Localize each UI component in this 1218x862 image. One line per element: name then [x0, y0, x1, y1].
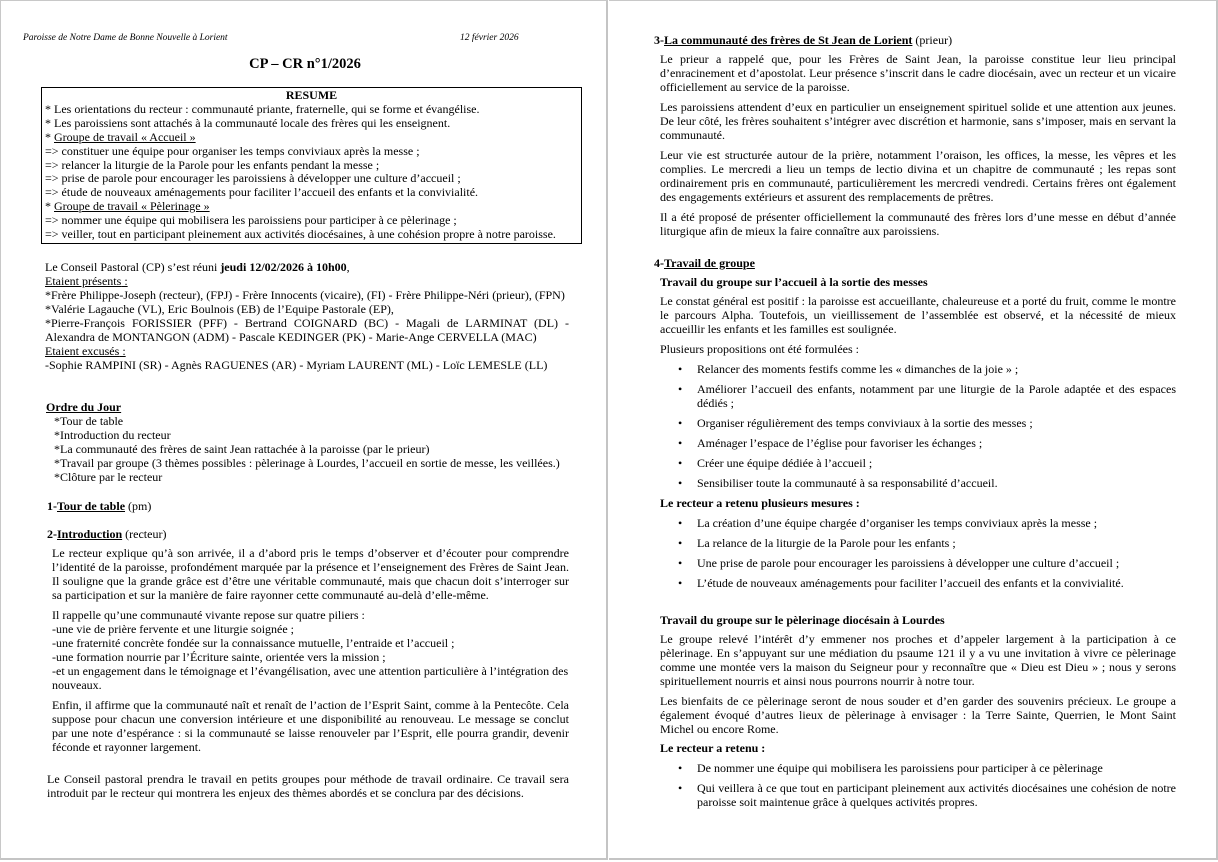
resume-line: => nommer une équipe qui mobilisera les paroissiens pour participer à ce pèlerinage ;	[45, 213, 457, 228]
agenda-section	[46, 400, 586, 484]
header-parish-name: Paroisse de Notre Dame de Bonne Nouvelle à Lorient	[23, 33, 228, 43]
paragraph: Le groupe relevé l’intérêt d’y emmener nos proches et d’appeler largement à la participation à ce pèlerinage. En s’appuyant sur une médiation du psaume 121 il y a vu une invitation à vivre ce pèlerinage comme une montée vers la maison du Seigneur pour y reconnaître que « Dieu est Dieu » ; nous y serons spirituellement nourris et ainsi nous pourrons nourrir à notre tour.	[660, 632, 1176, 688]
agenda-item: *La communauté des frères de saint Jean rattachée à la paroisse (par le prieur)	[54, 442, 430, 456]
section-3-body	[660, 52, 1176, 238]
paragraph: Il a été proposé de présenter officiellement la communauté des frères lors d’une messe en début d’année liturgique afin de mieux la faire connaître aux paroissiens.	[660, 210, 1176, 238]
measure-item: • La création d’une équipe chargée d’organiser les temps conviviaux après la messe ;	[660, 516, 1176, 530]
conclusion-paragraph: Enfin, il affirme que la communauté naît et renaît de l’action de l’Esprit Saint, comme à la Pentecôte. Cela suppose pour chacun une conversion intérieure et une disponibilité au renouveau. Le message se conclut par une note d’espérance : si la communauté se laisse renouveler par l’Esprit, elle pourra grandir, devenir féconde et rayonner largement.	[52, 698, 569, 754]
section-2-body	[52, 546, 569, 754]
proposals-intro: Plusieurs propositions ont été formulées :	[660, 342, 859, 356]
group-accueil-paragraph: Le constat général est positif : la paroisse est accueillante, chaleureuse et a porté du fruit, comme le montre le parcours Alpha. Toutefois, un vieillissement de l’assemblée est observé, et la nécessité de mieux accueillir les enfants et les familles est soulignée.	[660, 294, 1176, 336]
pillar-item: -une formation nourrie par l’Écriture sainte, orientée vers la mission ;	[52, 650, 386, 664]
resume-title: RESUME	[285, 88, 338, 102]
group-pelerinage-title: Travail du groupe sur le pèlerinage diocésain à Lourdes	[660, 613, 945, 627]
group-accueil-title: Travail du groupe sur l’accueil à la sortie des messes	[660, 275, 928, 289]
present-label: Etaient présents :	[45, 274, 128, 288]
decisions-title: Le recteur a retenu :	[660, 741, 766, 755]
document-page-left	[0, 0, 608, 860]
group-accueil	[660, 275, 1176, 596]
resume-line: * Les orientations du recteur : communauté priante, fraternelle, qui se forme et évangélise.	[45, 101, 480, 116]
proposal-item: • Créer une équipe dédiée à l’accueil ;	[660, 456, 1176, 470]
proposal-item: • Organiser régulièrement des temps conviviaux à la sortie des messes ;	[660, 416, 1176, 430]
resume-line: => constituer une équipe pour organiser les temps conviviaux après la messe ;	[45, 143, 420, 158]
document-title: CP – CR n°1/2026	[249, 56, 361, 72]
pillar-item: -une fraternité concrète fondée sur la connaissance mutuelle, l’entraide et l’accueil ;	[52, 636, 455, 650]
measures-list	[660, 516, 1176, 590]
excused-label: Etaient excusés :	[45, 344, 126, 358]
resume-line: => prise de parole pour encourager les paroissiens à développer une culture d’accueil ;	[45, 171, 461, 186]
attendance-section	[45, 260, 569, 372]
resume-box	[41, 87, 582, 244]
paragraph: Leur vie est structurée autour de la prière, notamment l’oraison, les offices, la messe, les vêpres et les complies. Le mercredi a lieu un temps de lectio divina et un chapitre de communauté ; les repas sont ordinairement pris en communauté, particulièrement les mercredi vendredi. Certains frères ont également des engagements extérieurs et assurent des remplacements de prêtres.	[660, 148, 1176, 204]
meeting-intro: Le Conseil Pastoral (CP) s’est réuni jeudi 12/02/2026 à 10h00,	[45, 260, 350, 274]
present-line: *Pierre-François FORISSIER (PFF) - Bertrand COIGNARD (BC) - Magali de LARMINAT (DL) - Alexandra de MONTANGON (ADM) - Pascale KEDINGER (PK) - Marie-Ange CERVELLA (MAC)	[45, 316, 569, 344]
proposal-item: • Aménager l’espace de l’église pour favoriser les échanges ;	[660, 436, 1176, 450]
proposals-list	[660, 362, 1176, 490]
decision-item: • Qui veillera à ce que tout en participant pleinement aux activités diocésaines une cohésion de notre paroisse soit maintenue grâce à quelques activités propres.	[660, 781, 1176, 809]
paragraph: Les paroissiens attendent d’eux en particulier un enseignement spirituel solide et une attention aux jeunes. De leur côté, les frères souhaitent s’intégrer avec discrétion et harmonie, sans s’imposer, mais en servant la communauté.	[660, 100, 1176, 142]
section-2-heading: 2-Introduction (recteur)	[47, 527, 167, 541]
measure-item: • Une prise de parole pour encourager les paroissiens à développer une culture d’accueil ;	[660, 556, 1176, 570]
excused-line: -Sophie RAMPINI (SR) - Agnès RAGUENES (AR) - Myriam LAURENT (ML) - Loïc LEMESLE (LL)	[45, 358, 548, 372]
present-line: *Frère Philippe-Joseph (recteur), (FPJ) - Frère Innocents (vicaire), (FI) - Frère Philippe-Néri (prieur), (FPN)	[45, 288, 565, 302]
header-date: 12 février 2026	[460, 33, 519, 43]
paragraph: Les bienfaits de ce pèlerinage seront de nous souder et d’en garder des souvenirs précieux. Le groupe a également évoqué d’autres lieux de pèlerinage à envisager : la Terre Sainte, Querrien, le Mont Saint Michel ou encore Rome.	[660, 694, 1176, 736]
pillar-item: -une vie de prière fervente et une liturgie soignée ;	[52, 622, 295, 636]
pillars-intro: Il rappelle qu’une communauté vivante repose sur quatre piliers :	[52, 608, 365, 622]
resume-line: * Groupe de travail « Pèlerinage »	[45, 199, 210, 214]
resume-line: => relancer la liturgie de la Parole pour les enfants pendant la messe ;	[45, 157, 380, 172]
agenda-title: Ordre du Jour	[46, 400, 122, 414]
proposal-item: • Sensibiliser toute la communauté à sa responsabilité d’accueil.	[660, 476, 1176, 490]
intro-paragraph: Le recteur explique qu’à son arrivée, il a d’abord pris le temps d’observer et d’écouter pour comprendre l’identité de la paroisse, profondément marquée par la présence et l’enseignement des Frères de Saint Jean. Il souligne que la grande grâce est d’être une véritable communauté, mais que chacun doit s’interroger sur sa participation et sur la manière de faire rayonner cette communauté au-delà d’elle-même.	[52, 546, 569, 602]
resume-line: => étude de nouveaux aménagements pour faciliter l’accueil des enfants et la convivialité.	[45, 185, 479, 200]
measure-item: • La relance de la liturgie de la Parole pour les enfants ;	[660, 536, 1176, 550]
present-line: *Valérie Lagauche (VL), Eric Boulnois (EB) de l’Equipe Pastorale (EP),	[45, 302, 394, 316]
section-1-heading: 1-Tour de table (pm)	[47, 499, 152, 513]
agenda-item: *Tour de table	[54, 414, 124, 428]
resume-line: * Groupe de travail « Accueil »	[45, 129, 196, 144]
resume-line: * Les paroissiens sont attachés à la communauté locale des frères qui les enseignent.	[45, 115, 451, 130]
section-3-heading: 3-La communauté des frères de St Jean de Lorient (prieur)	[654, 33, 953, 47]
measures-title: Le recteur a retenu plusieurs mesures :	[660, 496, 860, 510]
agenda-item: *Travail par groupe (3 thèmes possibles : pèlerinage à Lourdes, l’accueil en sortie de messe, les veillées.)	[54, 456, 560, 470]
decision-item: • De nommer une équipe qui mobilisera les paroissiens pour participer à ce pèlerinage	[660, 761, 1176, 775]
decisions-list	[660, 761, 1176, 809]
method-paragraph: Le Conseil pastoral prendra le travail en petits groupes pour méthode de travail ordinaire. Ce travail sera introduit par le recteur qui montrera les enjeux des thèmes abordés et se conclura par des décisions.	[47, 772, 569, 800]
agenda-item: *Clôture par le recteur	[54, 470, 163, 484]
resume-line: => veiller, tout en participant pleinement aux activités diocésaines, à une cohésion propre à notre paroisse.	[45, 227, 556, 242]
proposal-item: • Améliorer l’accueil des enfants, notamment par une liturgie de la Parole adaptée et des espaces dédiés ;	[660, 382, 1176, 410]
proposal-item: • Relancer des moments festifs comme les « dimanches de la joie » ;	[660, 362, 1176, 376]
group-pelerinage	[660, 613, 1176, 815]
pillar-item: -et un engagement dans le témoignage et l’évangélisation, avec une attention particulière à l’intégration des nouveaux.	[52, 664, 569, 692]
paragraph: Le prieur a rappelé que, pour les Frères de Saint Jean, la paroisse constitue leur lieu principal d’enracinement et d’apostolat. Leur présence s’inscrit dans le cadre diocésain, avec un recteur et un vicaire officiellement au service de la paroisse.	[660, 52, 1176, 94]
document-page-right	[609, 0, 1218, 860]
measure-item: • L’étude de nouveaux aménagements pour faciliter l’accueil des enfants et la convivialité.	[660, 576, 1176, 590]
agenda-item: *Introduction du recteur	[54, 428, 171, 442]
section-4-heading: 4-Travail de groupe	[654, 256, 755, 270]
